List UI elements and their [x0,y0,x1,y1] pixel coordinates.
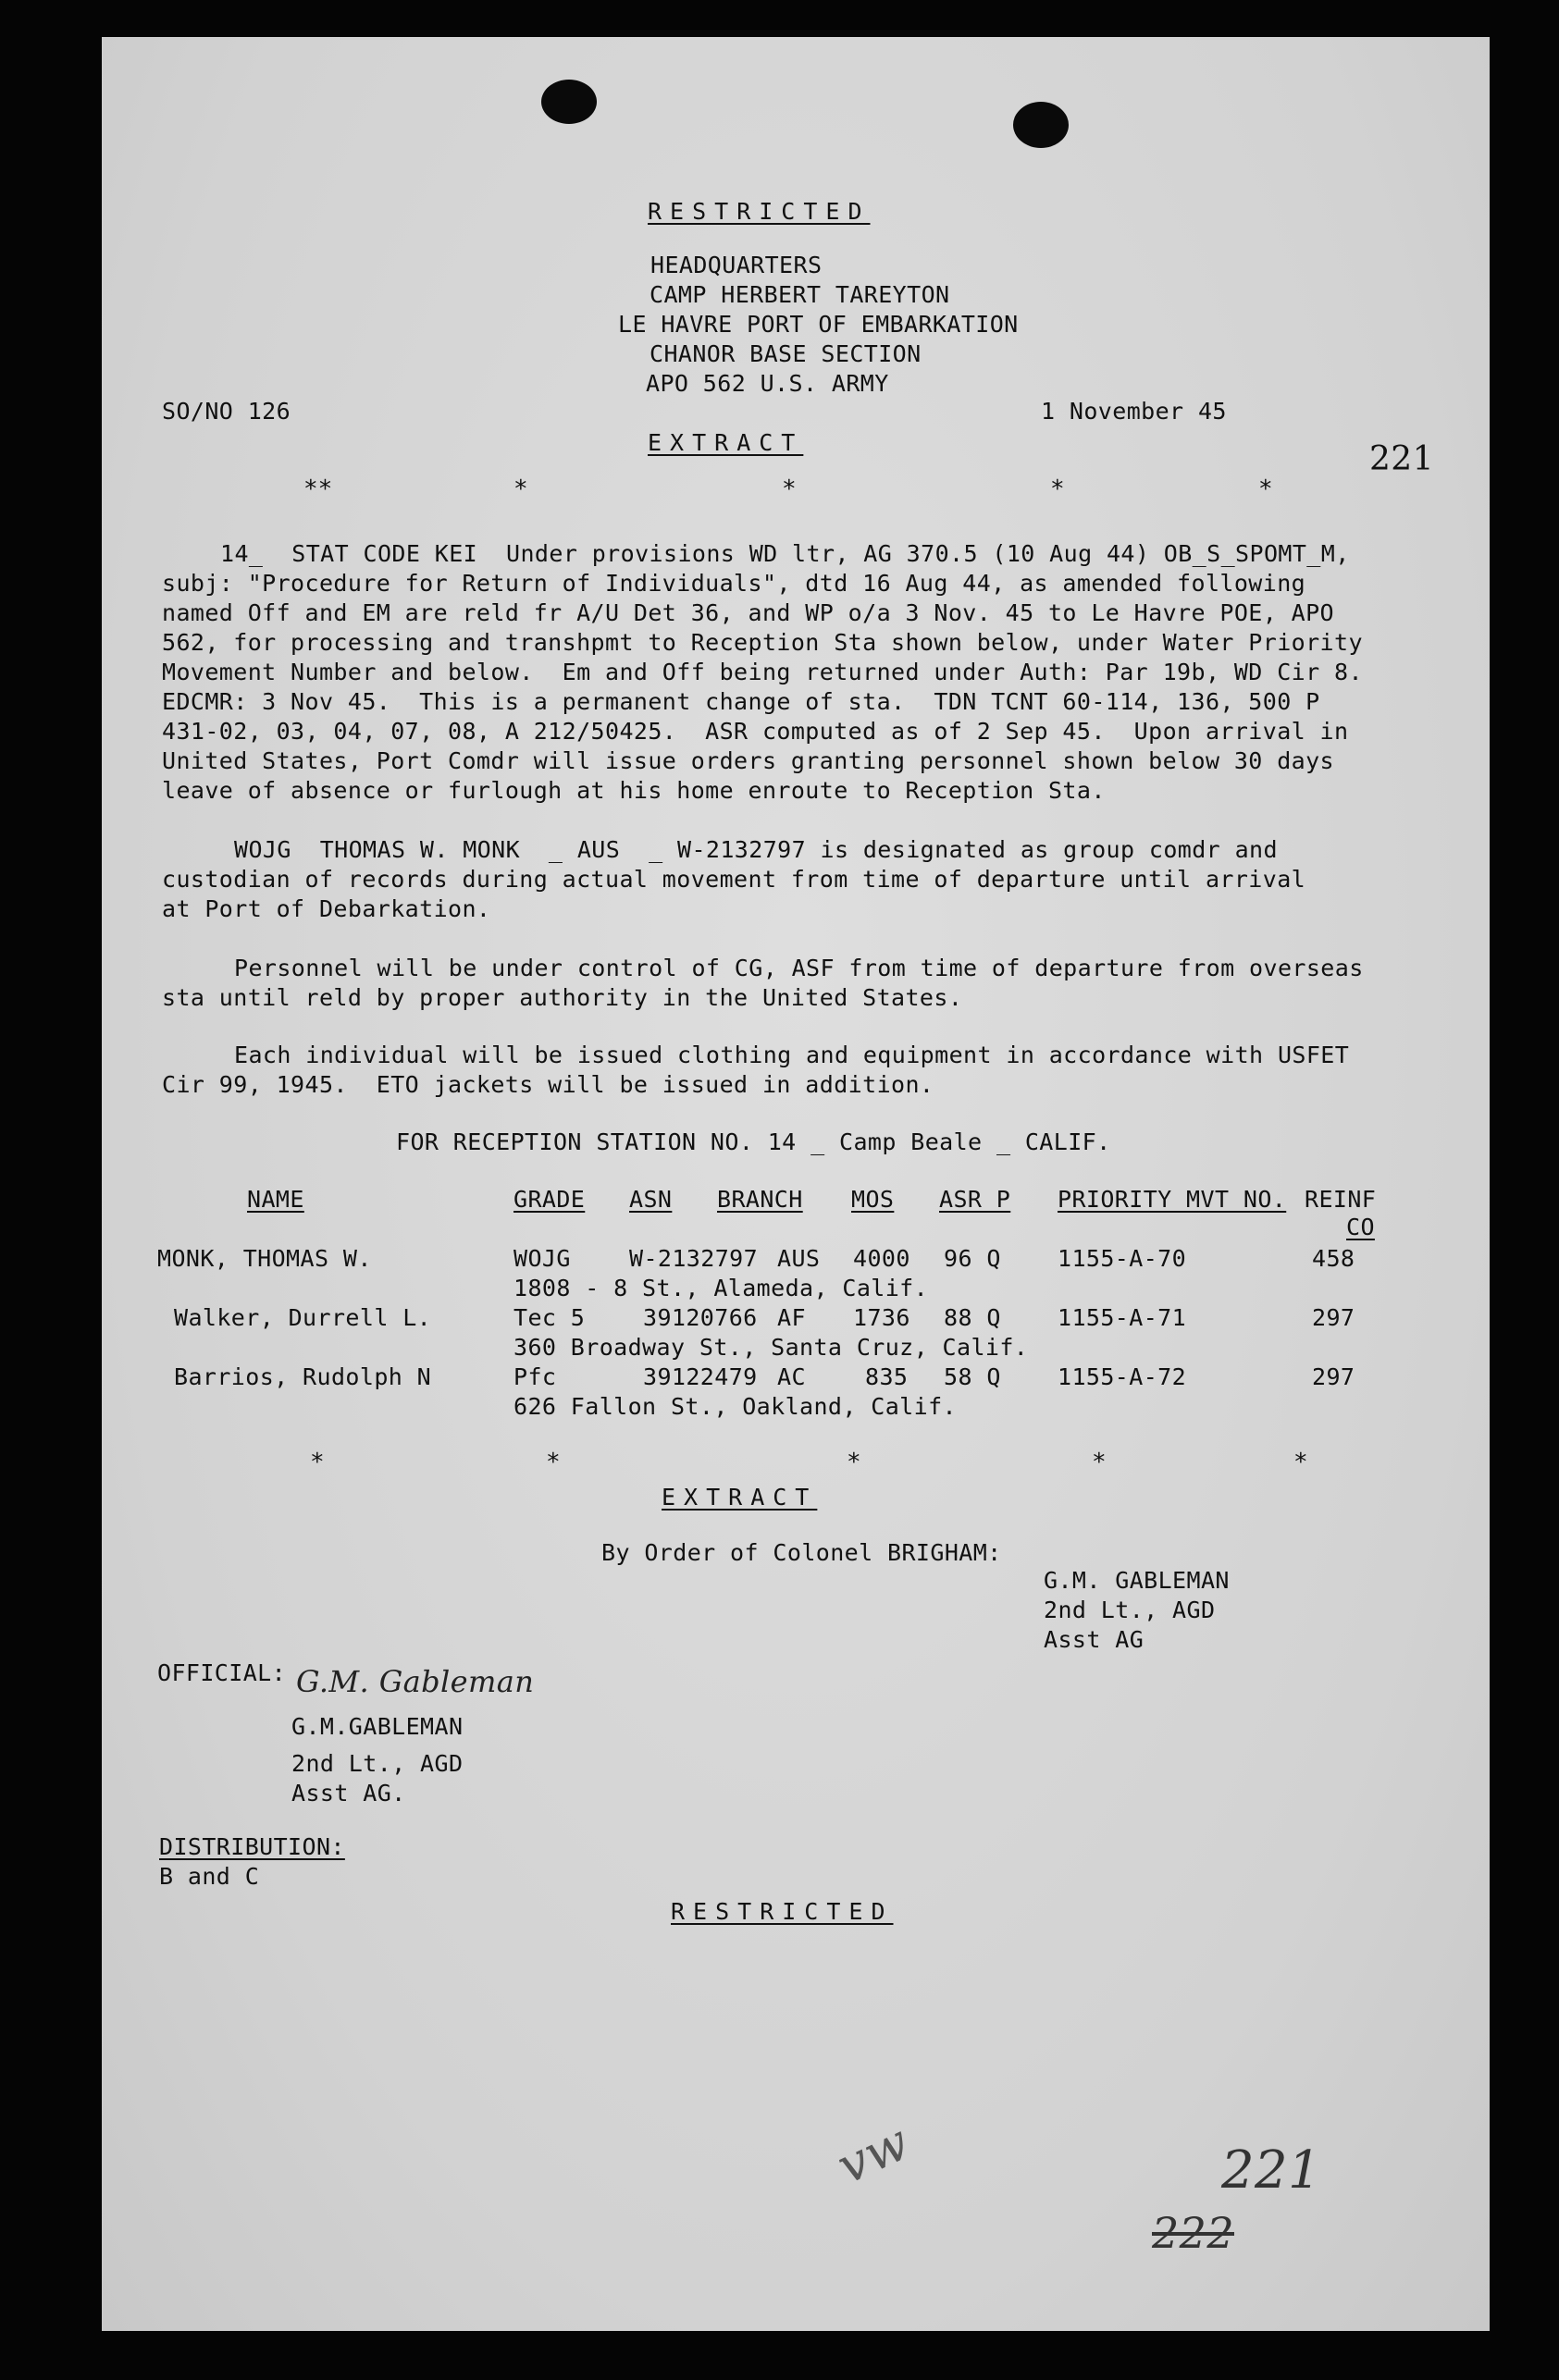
col-header-reinf: REINF [1305,1186,1377,1213]
classification-bottom: RESTRICTED [671,1898,894,1925]
reception-station: FOR RECEPTION STATION NO. 14 _ Camp Beale _ CALIF. [396,1128,1111,1155]
extract-title-top: EXTRACT [648,429,804,456]
col-header-grade: GRADE [513,1186,586,1213]
header-line-4: CHANOR BASE SECTION [650,340,922,367]
cell-asr: 58 Q [944,1363,1001,1390]
signer-rank: 2nd Lt., AGD [1044,1597,1216,1623]
separator-asterisk: * [1050,475,1065,503]
cell-mos: 835 [865,1363,909,1390]
cell-grade: Pfc [513,1363,557,1390]
separator-asterisk: ** [303,475,333,503]
table-row [102,1302,1490,1362]
table-row [102,1243,1490,1302]
clothing-line: Cir 99, 1945. ETO jackets will be issued in addition. [162,1071,934,1098]
official-label: OFFICIAL: [157,1659,287,1686]
cell-name: MONK, THOMAS W. [157,1245,372,1272]
separator-asterisk: * [1293,1449,1308,1476]
cell-grade: WOJG [513,1245,571,1272]
cell-mos: 4000 [853,1245,910,1272]
punch-hole-left [541,80,597,124]
wojg-line: at Port of Debarkation. [162,895,491,922]
col-header-priority: PRIORITY MVT NO. [1058,1186,1287,1213]
col-header-mos: MOS [851,1186,895,1213]
cell-asn: 39122479 [643,1363,758,1390]
cell-name: Walker, Durrell L. [174,1304,432,1331]
para14-line: 562, for processing and transhpmt to Reception Sta shown below, under Water Priority [162,629,1363,656]
cell-reinf: 297 [1312,1304,1355,1331]
order-date: 1 November 45 [1041,398,1227,425]
personnel-line: Personnel will be under control of CG, ASF from time of departure from overseas [234,955,1364,981]
header-line-3: LE HAVRE PORT OF EMBARKATION [618,311,1019,338]
classification-top: RESTRICTED [648,198,871,225]
cell-branch: AF [777,1304,806,1331]
para14-line: 431-02, 03, 04, 07, 08, A 212/50425. ASR computed as of 2 Sep 45. Upon arrival in [162,718,1349,745]
handwritten-struck-number: 222 [1152,2208,1234,2258]
distribution-value: B and C [159,1863,260,1890]
cell-priority: 1155-A-72 [1058,1363,1187,1390]
official-name: G.M.GABLEMAN [291,1713,464,1740]
cell-priority: 1155-A-70 [1058,1245,1187,1272]
official-rank: 2nd Lt., AGD [291,1750,464,1777]
para14-line: EDCMR: 3 Nov 45. This is a permanent change of sta. TDN TCNT 60-114, 136, 500 P [162,688,1320,715]
separator-asterisk: * [310,1449,325,1476]
cell-asr: 88 Q [944,1304,1001,1331]
cell-priority: 1155-A-71 [1058,1304,1187,1331]
signer-title: Asst AG [1044,1626,1145,1653]
official-signature: G.M. Gableman [296,1664,535,1699]
distribution-label: DISTRIBUTION: [159,1833,345,1860]
para14-line: Movement Number and below. Em and Off being returned under Auth: Par 19b, WD Cir 8. [162,659,1363,685]
cell-grade: Tec 5 [513,1304,586,1331]
personnel-line: sta until reld by proper authority in the United States. [162,984,963,1011]
cell-name: Barrios, Rudolph N [174,1363,432,1390]
col-header-name: NAME [247,1186,304,1213]
para14-line: named Off and EM are reld fr A/U Det 36, and WP o/a 3 Nov. 45 to Le Havre POE, APO [162,599,1335,626]
col-header-co: CO [1346,1214,1375,1240]
document-page [102,37,1490,2331]
separator-asterisk: * [546,1449,561,1476]
wojg-line: WOJG THOMAS W. MONK _ AUS _ W-2132797 is designated as group comdr and [234,836,1278,863]
handwritten-page-number: 221 [1221,2140,1322,2201]
official-title: Asst AG. [291,1780,406,1807]
punch-hole-right [1013,102,1069,148]
cell-asn: W-2132797 [629,1245,759,1272]
cell-reinf: 297 [1312,1363,1355,1390]
separator-asterisk: * [1092,1449,1107,1476]
separator-asterisk: * [847,1449,861,1476]
cell-asn: 39120766 [643,1304,758,1331]
para14-line: subj: "Procedure for Return of Individuals", dtd 16 Aug 44, as amended following [162,570,1306,597]
cell-reinf: 458 [1312,1245,1355,1272]
stamped-page-number: 221 [1369,440,1434,478]
separator-asterisk: * [782,475,797,503]
handwritten-initials: vw [828,2112,919,2196]
header-apo: APO 562 U.S. ARMY [646,370,889,397]
cell-mos: 1736 [853,1304,910,1331]
separator-asterisk: * [513,475,528,503]
cell-address: 1808 - 8 St., Alameda, Calif. [513,1275,929,1301]
col-header-asn: ASN [629,1186,673,1213]
cell-address: 626 Fallon St., Oakland, Calif. [513,1393,957,1420]
cell-branch: AUS [777,1245,821,1272]
clothing-line: Each individual will be issued clothing and equipment in accordance with USFET [234,1042,1350,1068]
signer-name: G.M. GABLEMAN [1044,1567,1230,1594]
cell-branch: AC [777,1363,806,1390]
personnel-table [102,1184,1490,1480]
col-header-branch: BRANCH [717,1186,803,1213]
order-number: SO/NO 126 [162,398,291,425]
para14-line: 14_ STAT CODE KEI Under provisions WD ltr, AG 370.5 (10 Aug 44) OB_S_SPOMT_M, [220,540,1350,567]
col-header-asr: ASR P [939,1186,1011,1213]
cell-asr: 96 Q [944,1245,1001,1272]
header-line-2: CAMP HERBERT TAREYTON [650,281,950,308]
para14-line: United States, Port Comdr will issue orders granting personnel shown below 30 days [162,747,1335,774]
wojg-line: custodian of records during actual movement from time of departure until arrival [162,866,1306,893]
extract-title-bottom: EXTRACT [662,1484,818,1511]
para14-line: leave of absence or furlough at his home enroute to Reception Sta. [162,777,1106,804]
table-row [102,1362,1490,1421]
by-order-line: By Order of Colonel BRIGHAM: [601,1539,1002,1566]
cell-address: 360 Broadway St., Santa Cruz, Calif. [513,1334,1029,1361]
header-line-1: HEADQUARTERS [650,252,823,278]
separator-asterisk: * [1258,475,1273,503]
